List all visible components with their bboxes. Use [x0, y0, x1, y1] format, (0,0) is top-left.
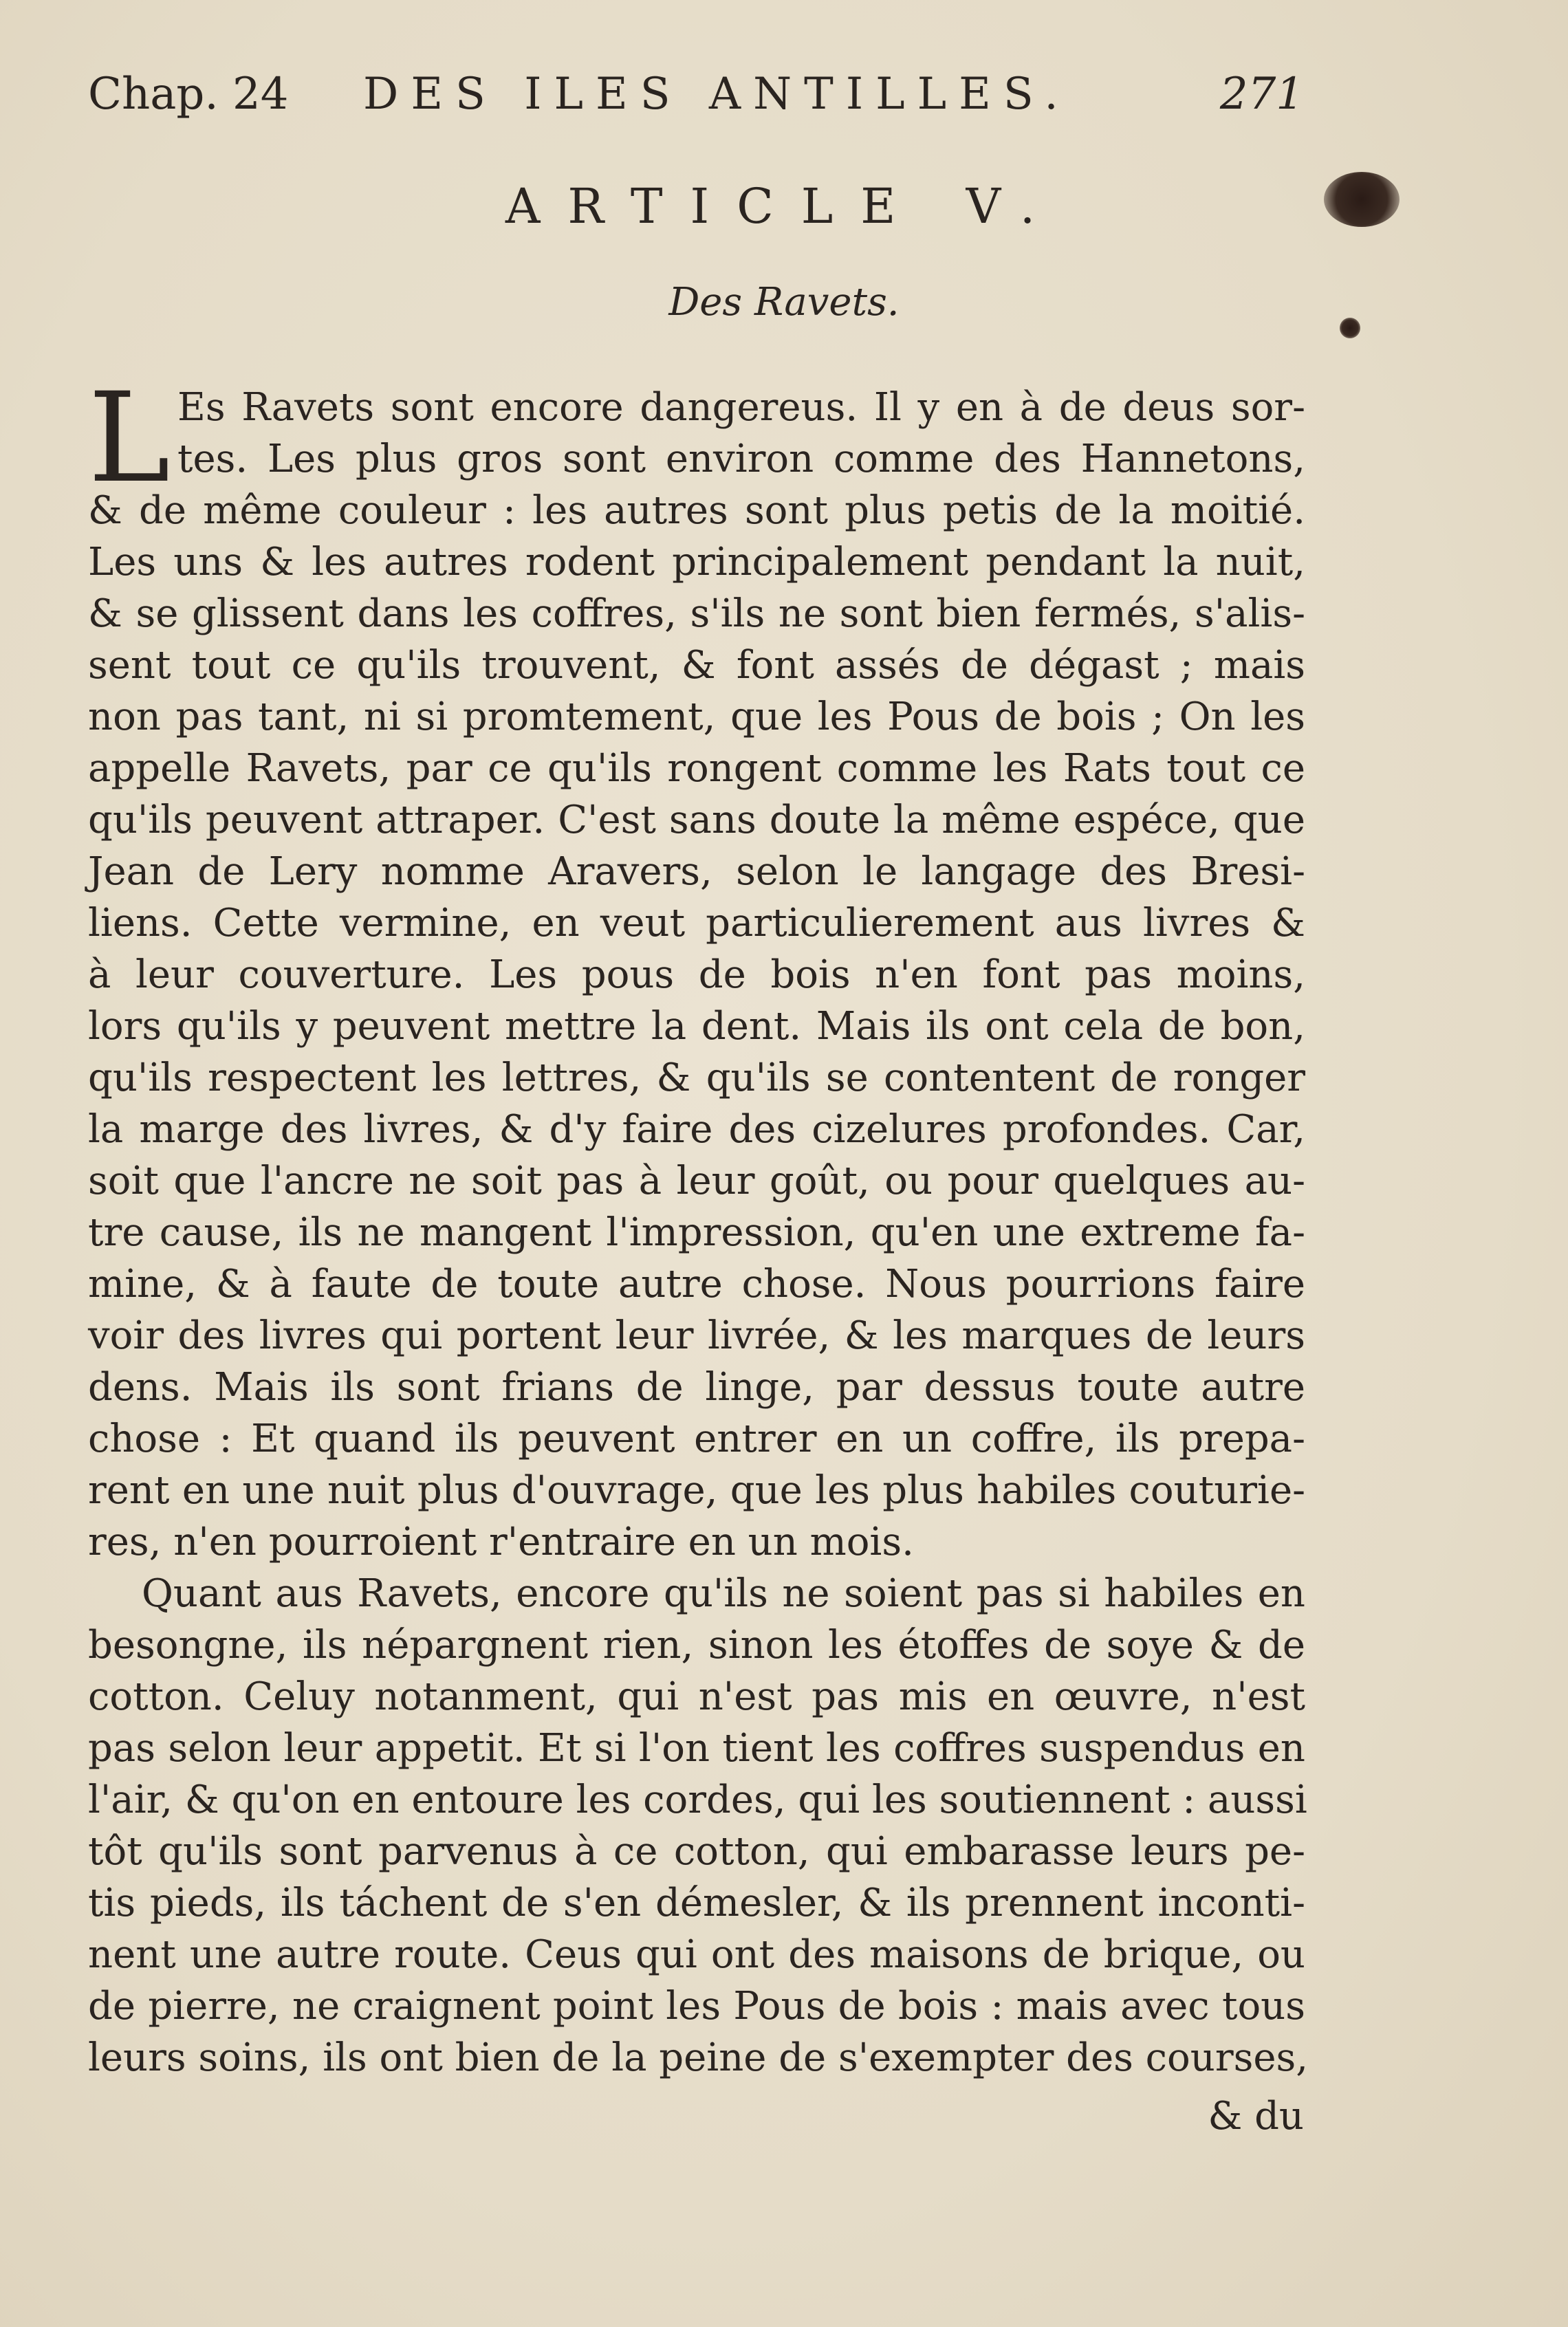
- text-line: soit que l'ancre ne soit pas à leur goût, ou pour quelques au-: [88, 1159, 1305, 1203]
- text-line: leurs soins, ils ont bien de la peine de s'exempter des courses,: [88, 2035, 1309, 2080]
- text-line: dens. Mais ils sont frians de linge, par dessus toute autre: [88, 1365, 1305, 1410]
- text-line: tre cause, ils ne mangent l'impression, qu'en une extreme fa-: [88, 1210, 1305, 1255]
- text-line: chose : Et quand ils peuvent entrer en un coffre, ils prepa-: [88, 1417, 1305, 1461]
- text-line: qu'ils respectent les lettres, & qu'ils se contentent de ronger: [88, 1056, 1305, 1100]
- article-heading: ARTICLE V.: [505, 178, 1063, 234]
- text-line: Quant aus Ravets, encore qu'ils ne soient pas si habiles en: [142, 1571, 1305, 1616]
- running-head: [88, 63, 1304, 125]
- text-line: qu'ils peuvent attraper. C'est sans doute la même espéce, que: [88, 798, 1305, 842]
- running-title: DES ILES ANTILLES.: [363, 69, 1071, 120]
- chapter-label: Chap. 24: [88, 69, 289, 120]
- paragraph-1: [88, 367, 1305, 1568]
- text-line: appelle Ravets, par ce qu'ils rongent comme les Rats tout ce: [88, 746, 1305, 791]
- section-title: Des Ravets.: [668, 280, 900, 325]
- text-line: Les uns & les autres rodent principalement pendant la nuit,: [88, 540, 1305, 585]
- text-line: sent tout ce qu'ils trouvent, & font assés de dégast ; mais: [88, 643, 1305, 688]
- text-line: mine, & à faute de toute autre chose. Nous pourrions faire: [88, 1262, 1305, 1307]
- text-line: non pas tant, ni si promtement, que les Pous de bois ; On les: [88, 695, 1305, 739]
- page-number: 271: [1219, 69, 1304, 120]
- text-line: tis pieds, ils táchent de s'en démesler, & ils prennent inconti-: [88, 1881, 1305, 1925]
- text-line: liens. Cette vermine, en veut particulierement aus livres &: [88, 901, 1305, 946]
- text-line: tôt qu'ils sont parvenus à ce cotton, qui embarasse leurs pe-: [88, 1829, 1305, 1874]
- paragraph-2: [88, 1568, 1309, 2084]
- text-line: pas selon leur appetit. Et si l'on tient les coffres suspendus en: [88, 1726, 1305, 1771]
- text-line: à leur couverture. Les pous de bois n'en font pas moins,: [88, 952, 1305, 997]
- text-line: nent une autre route. Ceus qui ont des maisons de brique, ou: [88, 1932, 1305, 1977]
- text-line: & se glissent dans les coffres, s'ils ne sont bien fermés, s'alis-: [88, 591, 1305, 636]
- text-line: l'air, & qu'on en entoure les cordes, qui les soutiennent : aussi: [88, 1778, 1307, 1822]
- text-line: rent en une nuit plus d'ouvrage, que les plus habiles couturie-: [88, 1468, 1305, 1513]
- text-line: cotton. Celuy notanment, qui n'est pas mis en œuvre, n'est: [88, 1674, 1305, 1719]
- text-line: Es Ravets sont encore dangereus. Il y en à de deus sor-: [177, 385, 1305, 430]
- text-line: tes. Les plus gros sont environ comme des Hannetons,: [177, 437, 1305, 481]
- text-line: la marge des livres, & d'y faire des cizelures profondes. Car,: [88, 1107, 1305, 1152]
- text-line: besongne, ils népargnent rien, sinon les étoffes de soye & de: [88, 1623, 1305, 1668]
- text-line: lors qu'ils y peuvent mettre la dent. Mais ils ont cela de bon,: [88, 1004, 1305, 1049]
- text-line: de pierre, ne craignent point les Pous de bois : mais avec tous: [88, 1984, 1305, 2029]
- body-text: [88, 367, 1309, 2084]
- text-line: & de même couleur : les autres sont plus petis de la moitié.: [88, 488, 1305, 533]
- drop-cap: L: [88, 367, 171, 510]
- text-line: voir des livres qui portent leur livrée, & les marques de leurs: [88, 1313, 1305, 1358]
- text-line: res, n'en pourroient r'entraire en un mois.: [88, 1520, 914, 1564]
- catchword: & du: [1208, 2094, 1304, 2139]
- text-line: Jean de Lery nomme Aravers, selon le langage des Bresi-: [88, 849, 1305, 894]
